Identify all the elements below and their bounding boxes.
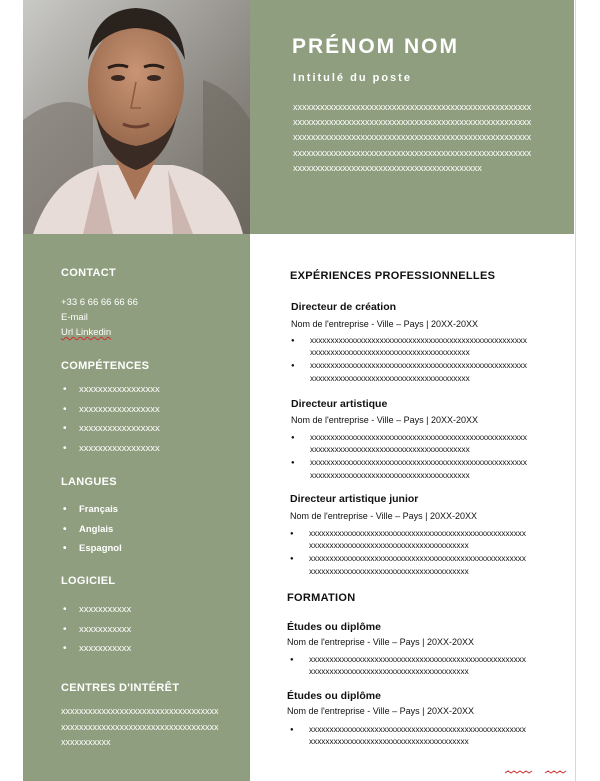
list-item: • xxxxxxxxxxx [63, 620, 131, 640]
job-meta: Nom de l'entreprise - Ville – Pays | 20XX-20XX [291, 415, 478, 425]
main-content [250, 234, 574, 781]
list-item: • Espagnol [63, 539, 122, 559]
interests-heading: CENTRES D'INTÉRÊT [61, 682, 180, 694]
contact-linkedin[interactable]: Url Linkedin [61, 327, 112, 338]
contact-phone: +33 6 66 66 66 66 [61, 297, 138, 308]
list-item: ● xxxxxxxxxxxxxxxxxxxxxxxxxxxxxxxxxxxxxxxxxxxxxxxxxxxxxxxxxxxxxxxxxxxxxxxxxxxxxxxxxxxxxxxxxxxx [291, 457, 530, 481]
job-role: Directeur artistique junior [290, 493, 419, 505]
experience-heading: EXPÉRIENCES PROFESSIONNELLES [290, 270, 496, 282]
list-item: ● xxxxxxxxxxxxxxxxxxxxxxxxxxxxxxxxxxxxxxxxxxxxxxxxxxxxxxxxxxxxxxxxxxxxxxxxxxxxxxxxxxxxxxxxxxxx [290, 724, 529, 748]
list-item: • xxxxxxxxxxx [63, 639, 131, 659]
job-title: Intitulé du poste [293, 72, 412, 84]
education-degree: Études ou diplôme [287, 621, 381, 633]
education-bullets [290, 654, 529, 679]
list-item: ● xxxxxxxxxxxxxxxxxxxxxxxxxxxxxxxxxxxxxxxxxxxxxxxxxxxxxxxxxxxxxxxxxxxxxxxxxxxxxxxxxxxxxxxxxxxx [291, 335, 530, 359]
profile-summary: xxxxxxxxxxxxxxxxxxxxxxxxxxxxxxxxxxxxxxxxxxxxxxxxxxxxxxxxxxxxxxxxxxxxxxxxxxxxxxxxxxxxxxxxxxxxxxxxxxxxxxxxxxxxxxxxxxxxxxxxxxxxxxxxxxxxxxxxxxxxxxxxxxxxxxxxxxxxxxxxxxxxxxxxxxxxxxxxxxxxxxxxxxxxxxxxxxxxxxxxxxxxxxxxxxxxxxxxxxxxxxxxxxxxxxxxxxxxxxxxxxxxxxxxxxxxxx [293, 102, 532, 173]
list-item: • xxxxxxxxxxx [63, 600, 131, 620]
job-meta: Nom de l'entreprise - Ville – Pays | 20XX-20XX [291, 319, 478, 329]
software-heading: LOGICIEL [61, 575, 116, 587]
profile-photo [23, 0, 250, 234]
job-bullets [290, 528, 529, 579]
skills-heading: COMPÉTENCES [61, 360, 150, 372]
list-item: • xxxxxxxxxxxxxxxxx [63, 419, 160, 439]
job-role: Directeur de création [291, 301, 397, 313]
list-item: ● xxxxxxxxxxxxxxxxxxxxxxxxxxxxxxxxxxxxxxxxxxxxxxxxxxxxxxxxxxxxxxxxxxxxxxxxxxxxxxxxxxxxxxxxxxxx [290, 528, 529, 552]
list-item: ● xxxxxxxxxxxxxxxxxxxxxxxxxxxxxxxxxxxxxxxxxxxxxxxxxxxxxxxxxxxxxxxxxxxxxxxxxxxxxxxxxxxxxxxxxxxx [290, 553, 529, 577]
job-meta: Nom de l'entreprise - Ville – Pays | 20XX-20XX [290, 511, 477, 521]
spellcheck-marks [505, 770, 570, 774]
education-meta: Nom de l'entreprise - Ville – Pays | 20XX-20XX [287, 637, 474, 647]
list-item: ● xxxxxxxxxxxxxxxxxxxxxxxxxxxxxxxxxxxxxxxxxxxxxxxxxxxxxxxxxxxxxxxxxxxxxxxxxxxxxxxxxxxxxxxxxxxx [290, 654, 529, 678]
job-role: Directeur artistique [291, 398, 388, 410]
languages-list [63, 500, 122, 559]
header-panel [250, 0, 574, 234]
sidebar [23, 234, 250, 781]
list-item: • xxxxxxxxxxxxxxxxx [63, 380, 160, 400]
list-item: • Anglais [63, 520, 122, 540]
skills-list [63, 380, 160, 458]
education-heading: FORMATION [287, 592, 356, 604]
list-item: ● xxxxxxxxxxxxxxxxxxxxxxxxxxxxxxxxxxxxxxxxxxxxxxxxxxxxxxxxxxxxxxxxxxxxxxxxxxxxxxxxxxxxxxxxxxxx [291, 360, 530, 384]
education-meta: Nom de l'entreprise - Ville – Pays | 20XX-20XX [287, 706, 474, 716]
contact-email: E-mail [61, 312, 88, 323]
candidate-name: PRÉNOM NOM [292, 35, 459, 58]
education-bullets [290, 724, 529, 749]
list-item: • xxxxxxxxxxxxxxxxx [63, 439, 160, 459]
job-bullets [291, 432, 530, 483]
list-item: ● xxxxxxxxxxxxxxxxxxxxxxxxxxxxxxxxxxxxxxxxxxxxxxxxxxxxxxxxxxxxxxxxxxxxxxxxxxxxxxxxxxxxxxxxxxxx [291, 432, 530, 456]
list-item: • xxxxxxxxxxxxxxxxx [63, 400, 160, 420]
contact-heading: CONTACT [61, 267, 117, 279]
software-list [63, 600, 131, 659]
list-item: • Français [63, 500, 122, 520]
job-bullets [291, 335, 530, 386]
languages-heading: LANGUES [61, 476, 117, 488]
interests-text: xxxxxxxxxxxxxxxxxxxxxxxxxxxxxxxxxxxxxxxxxxxxxxxxxxxxxxxxxxxxxxxxxxxxxxxxxxxxxxxxx [61, 706, 219, 747]
education-degree: Études ou diplôme [287, 690, 381, 702]
